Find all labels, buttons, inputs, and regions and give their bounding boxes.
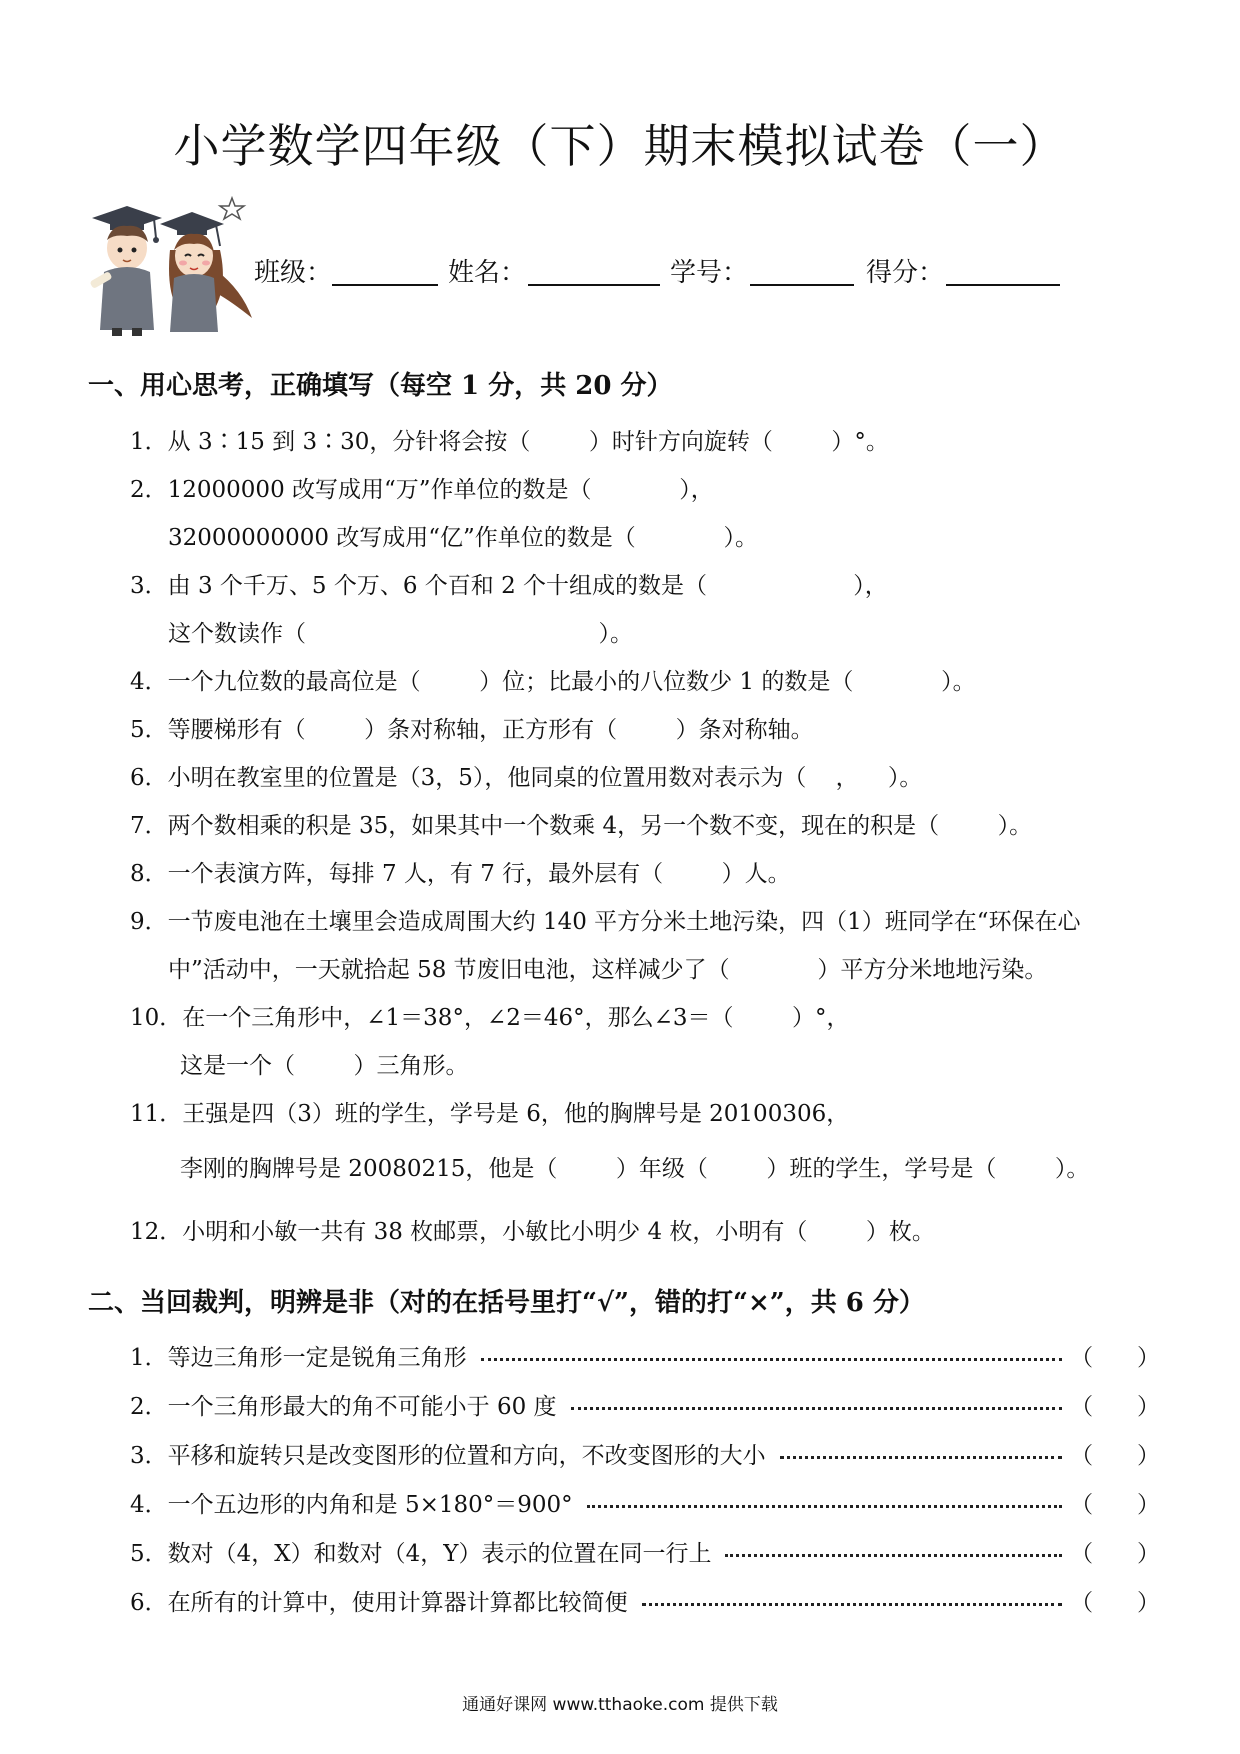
judge-item-2: [130, 1389, 1160, 1419]
student-id-label: 学号：: [670, 258, 749, 288]
answer-parentheses[interactable]: （ ）: [1070, 1491, 1160, 1518]
question-9-line-2: 中”活动中，一天就拾起 58 节废旧电池，这样减少了（ ）平方分米地地污染。: [168, 957, 1048, 983]
question-4: 4．一个九位数的最高位是（ ）位；比最小的八位数少 1 的数是（ ）。: [130, 669, 976, 695]
question-7: 7．两个数相乘的积是 35，如果其中一个数乘 4，另一个数不变，现在的积是（ ）。: [130, 813, 1033, 839]
footer-source: 通通好课网 www.tthaoke.com 提供下载: [462, 1695, 778, 1715]
student-id-field[interactable]: [750, 284, 854, 286]
dotted-leader: [481, 1358, 1062, 1361]
judge-item-5: [130, 1536, 1160, 1566]
class-label: 班级：: [254, 258, 333, 288]
question-10-line-1: 10．在一个三角形中，∠1＝38°，∠2＝46°，那么∠3＝（ ）°，: [130, 1005, 850, 1031]
judge-item-text: 1．等边三角形一定是锐角三角形: [130, 1344, 467, 1371]
question-1: 1．从 3∶15 到 3∶30，分针将会按（ ）时针方向旋转（ ）°。: [130, 429, 889, 455]
question-5: 5．等腰梯形有（ ）条对称轴，正方形有（ ）条对称轴。: [130, 717, 814, 743]
judge-item-6: [130, 1585, 1160, 1615]
question-2-line-1: 2．12000000 改写成用“万”作单位的数是（ ），: [130, 477, 714, 503]
answer-parentheses[interactable]: （ ）: [1070, 1442, 1160, 1469]
question-12: 12．小明和小敏一共有 38 枚邮票，小敏比小明少 4 枚，小明有（ ）枚。: [130, 1219, 935, 1245]
question-10-line-2: 这是一个（ ）三角形。: [180, 1053, 469, 1079]
judge-item-text: 4．一个五边形的内角和是 5×180°＝900°: [130, 1491, 573, 1518]
answer-parentheses[interactable]: （ ）: [1070, 1344, 1160, 1371]
dotted-leader: [725, 1554, 1062, 1557]
page-title: 小学数学四年级（下）期末模拟试卷（一）: [173, 119, 1067, 173]
dotted-leader: [571, 1407, 1063, 1410]
student-info-row: [254, 252, 1164, 298]
dotted-leader: [642, 1603, 1062, 1606]
name-label: 姓名：: [448, 258, 527, 288]
judge-item-text: 5．数对（4，X）和数对（4，Y）表示的位置在同一行上: [130, 1540, 712, 1567]
judge-item-3: [130, 1438, 1160, 1468]
score-field[interactable]: [946, 284, 1060, 286]
section-1-heading: 一、用心思考，正确填写（每空 1 分，共 20 分）: [88, 371, 673, 401]
judge-item-4: [130, 1487, 1160, 1517]
answer-parentheses[interactable]: （ ）: [1070, 1393, 1160, 1420]
section-2-heading: 二、当回裁判，明辨是非（对的在括号里打“√”，错的打“×”，共 6 分）: [88, 1288, 925, 1318]
question-6: 6．小明在教室里的位置是（3，5），他同桌的位置用数对表示为（ ， ）。: [130, 765, 923, 791]
judge-item-1: [130, 1340, 1160, 1370]
judge-item-text: 3．平移和旋转只是改变图形的位置和方向，不改变图形的大小: [130, 1442, 766, 1469]
name-field[interactable]: [528, 284, 660, 286]
dotted-leader: [780, 1456, 1062, 1459]
question-8: 8．一个表演方阵，每排 7 人，有 7 行，最外层有（ ）人。: [130, 861, 791, 887]
judge-item-text: 6．在所有的计算中，使用计算器计算都比较简便: [130, 1589, 628, 1616]
score-label: 得分：: [866, 258, 945, 288]
question-2-line-2: 32000000000 改写成用“亿”作单位的数是（ ）。: [168, 525, 759, 551]
question-3-line-2: 这个数读作（ ）。: [168, 621, 633, 647]
dotted-leader: [587, 1505, 1062, 1508]
question-9-line-1: 9．一节废电池在土壤里会造成周围大约 140 平方分米土地污染，四（1）班同学在“环保在心: [130, 909, 1081, 935]
judge-item-text: 2．一个三角形最大的角不可能小于 60 度: [130, 1393, 557, 1420]
question-3-line-1: 3．由 3 个千万、5 个万、6 个百和 2 个十组成的数是（ ），: [130, 573, 888, 599]
answer-parentheses[interactable]: （ ）: [1070, 1589, 1160, 1616]
class-field[interactable]: [332, 284, 438, 286]
question-11-line-2: 李刚的胸牌号是 20080215，他是（ ）年级（ ）班的学生，学号是（ ）。: [180, 1156, 1090, 1182]
answer-parentheses[interactable]: （ ）: [1070, 1540, 1160, 1567]
graduates-illustration: [82, 190, 257, 340]
question-11-line-1: 11．王强是四（3）班的学生，学号是 6，他的胸牌号是 20100306，: [130, 1101, 850, 1127]
